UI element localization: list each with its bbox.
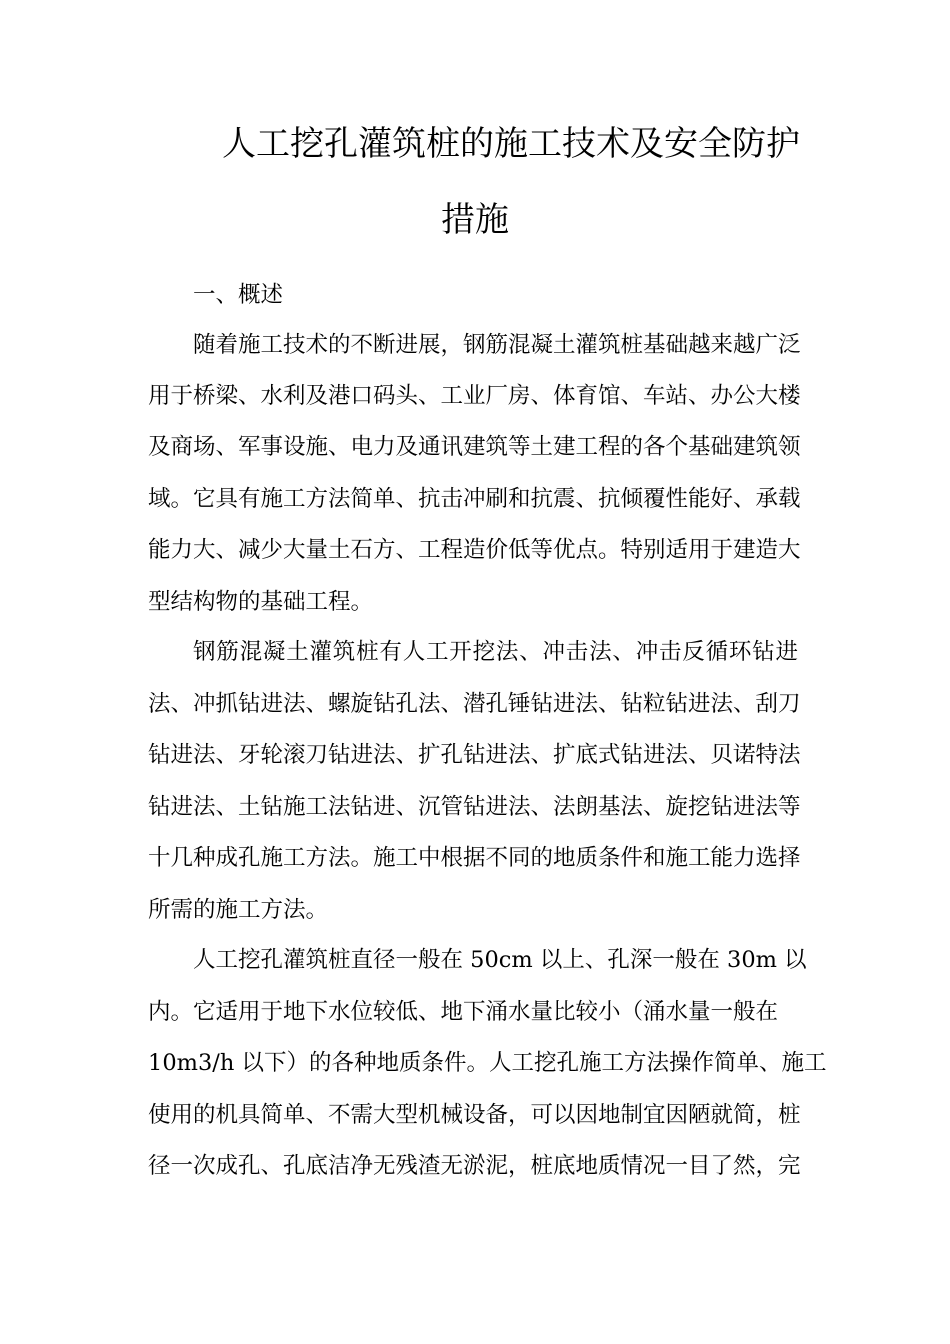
paragraph-1-line: 及商场、军事设施、电力及通讯建筑等土建工程的各个基础建筑领 [148, 434, 801, 460]
paragraph-1-line: 能力大、减少大量土石方、工程造价低等优点。特别适用于建造大 [148, 537, 801, 563]
section-heading: 一、概述 [193, 282, 284, 308]
document-title-line-2: 措施 [441, 200, 509, 240]
paragraph-3-line: 人工挖孔灌筑桩直径一般在 50cm 以上、孔深一般在 30m 以 [193, 947, 807, 973]
paragraph-3-line: 内。它适用于地下水位较低、地下涌水量比较小（涌水量一般在 [148, 999, 779, 1025]
paragraph-3-line: 10m3/h 以下）的各种地质条件。人工挖孔施工方法操作简单、施工 [148, 1050, 827, 1076]
paragraph-1-line: 随着施工技术的不断进展，钢筋混凝土灌筑桩基础越来越广泛 [193, 332, 801, 358]
paragraph-2-line: 十几种成孔施工方法。施工中根据不同的地质条件和施工能力选择 [148, 845, 801, 871]
paragraph-2-line: 钢筋混凝土灌筑桩有人工开挖法、冲击法、冲击反循环钻进 [193, 639, 798, 665]
paragraph-1-line: 型结构物的基础工程。 [148, 589, 374, 615]
paragraph-3-line: 使用的机具简单、不需大型机械设备，可以因地制宜因陋就简，桩 [148, 1102, 801, 1128]
paragraph-2-line: 法、冲抓钻进法、螺旋钻孔法、潜孔锤钻进法、钻粒钻进法、刮刀 [148, 691, 801, 717]
paragraph-2-line: 钻进法、土钻施工法钻进、沉管钻进法、法朗基法、旋挖钻进法等 [148, 794, 801, 820]
paragraph-3-line: 径一次成孔、孔底洁净无残渣无淤泥，桩底地质情况一目了然，完 [148, 1153, 801, 1179]
paragraph-2-line: 钻进法、牙轮滚刀钻进法、扩孔钻进法、扩底式钻进法、贝诺特法 [148, 742, 801, 768]
paragraph-2-line: 所需的施工方法。 [148, 897, 329, 923]
document-title-line-1: 人工挖孔灌筑桩的施工技术及安全防护 [222, 124, 800, 164]
paragraph-1-line: 用于桥梁、水利及港口码头、工业厂房、体育馆、车站、办公大楼 [148, 383, 801, 409]
paragraph-1-line: 域。它具有施工方法简单、抗击冲刷和抗震、抗倾覆性能好、承载 [148, 486, 801, 512]
